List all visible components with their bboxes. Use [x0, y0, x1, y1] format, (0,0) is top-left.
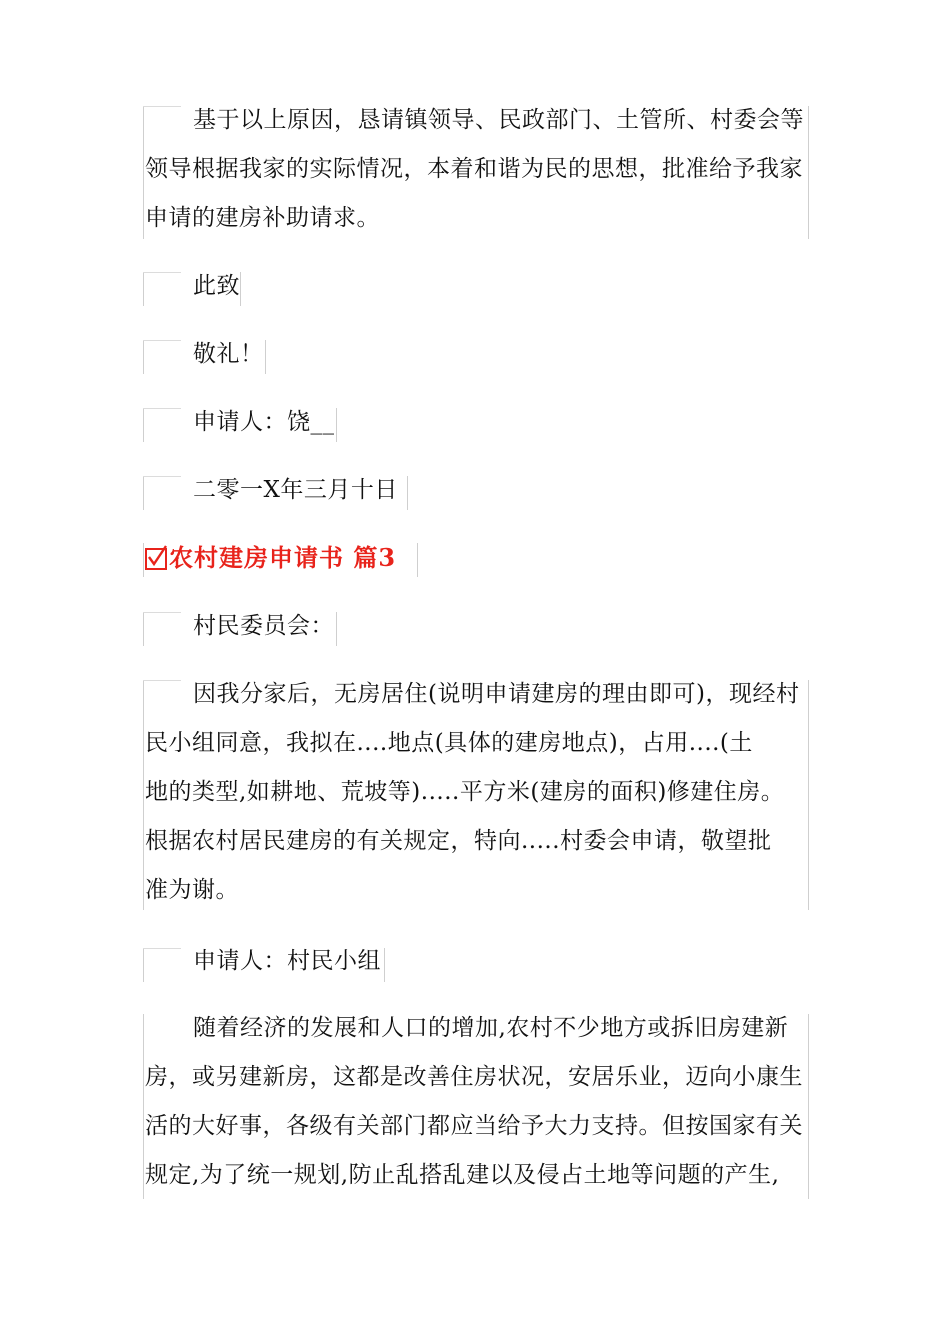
salutation-cizhi: 此致	[193, 273, 240, 299]
text-line: 根据农村居民建房的有关规定，特向.....村委会申请，敬望批	[145, 828, 772, 854]
paragraph-background	[145, 1004, 803, 1200]
text-line: 申请的建房补助请求。	[145, 205, 380, 231]
text-line: 准为谢。	[145, 877, 239, 903]
text-line: 地的类型,如耕地、荒坡等).....平方米(建房的面积)修建住房。	[145, 779, 785, 805]
text-line: 民小组同意，我拟在....地点(具体的建房地点)，占用....(土	[145, 730, 753, 756]
application-date: 二零一X年三月十日	[193, 477, 398, 503]
section-applicant: 申请人：村民小组	[193, 948, 381, 974]
section-heading	[145, 538, 396, 573]
text-line: 随着经济的发展和人口的增加,农村不少地方或拆旧房建新	[193, 1015, 789, 1041]
text-line: 因我分家后，无房居住(说明申请建房的理由即可)，现经村	[193, 681, 800, 707]
checkbox-check-icon	[145, 548, 167, 570]
section-heading-text: 农村建房申请书 篇3	[169, 543, 397, 572]
paragraph-request	[145, 96, 804, 243]
applicant-signature: 申请人：饶__	[193, 409, 335, 435]
salutation-jingli: 敬礼！	[193, 341, 264, 367]
text-line: 房，或另建新房，这都是改善住房状况，安居乐业，迈向小康生	[145, 1064, 803, 1090]
text-line: 活的大好事，各级有关部门都应当给予大力支持。但按国家有关	[145, 1113, 803, 1139]
addressee: 村民委员会：	[193, 613, 334, 639]
text-line: 规定,为了统一规划,防止乱搭乱建以及侵占土地等问题的产生,	[145, 1162, 780, 1188]
text-line: 领导根据我家的实际情况，本着和谐为民的思想，批准给予我家	[145, 156, 803, 182]
paragraph-application-body	[145, 670, 799, 915]
text-line: 基于以上原因，恳请镇领导、民政部门、土管所、村委会等	[193, 107, 804, 133]
